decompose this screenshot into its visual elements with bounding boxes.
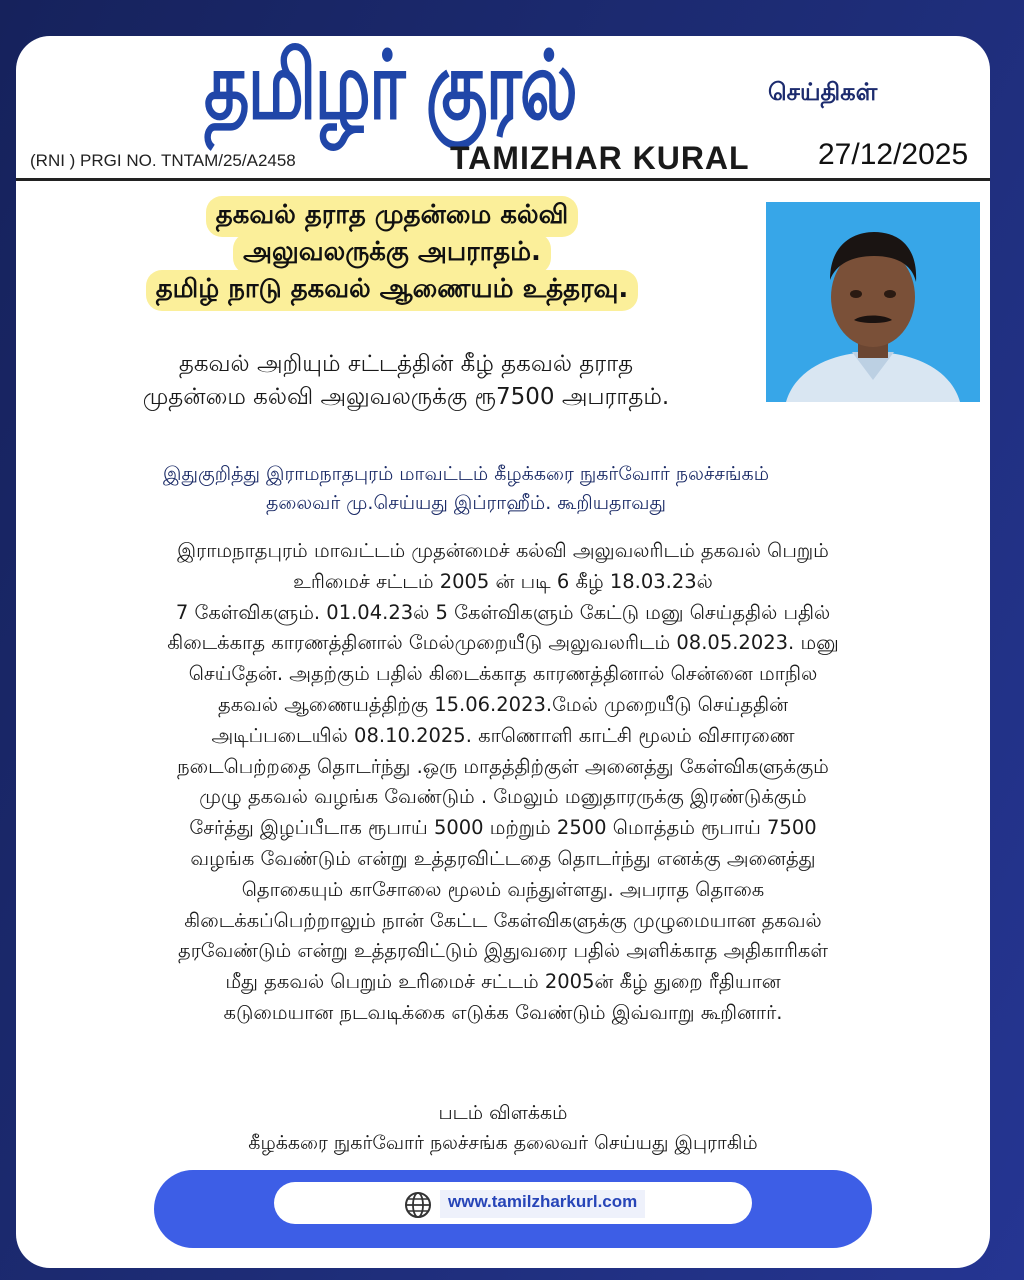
logo-title-english: TAMIZHAR KURAL (450, 140, 750, 176)
news-card (16, 36, 990, 1268)
masthead-divider (16, 178, 990, 181)
lead-paragraph (26, 460, 906, 519)
photo-caption (30, 1098, 976, 1159)
globe-icon (404, 1191, 432, 1219)
caption-label: படம் விளக்கம் (438, 1102, 568, 1124)
website-link[interactable]: www.tamilzharkurl.com (440, 1190, 645, 1218)
body-line: 7 கேள்விகளும். 01.04.23ல் 5 கேள்விகளும் கேட்டு மனு செய்ததில் பதில் (175, 600, 831, 624)
caption-text: கீழக்கரை நுகர்வோர் நலச்சங்க தலைவர் செய்யது இபுராகிம் (248, 1132, 758, 1155)
lead-line: தலைவர் மு.செய்யது இப்ராஹீம். கூறியதாவது (266, 492, 666, 515)
body-line: முழு தகவல் வழங்க வேண்டும் . மேலும் மனுதாரருக்கு இரண்டுக்கும் (199, 785, 807, 809)
logo-subtitle: செய்திகள் (768, 78, 878, 106)
body-line: தொகையும் காசோலை மூலம் வந்துள்ளது. அபராத தொகை (241, 877, 765, 901)
headline-line: தகவல் தராத முதன்மை கல்வி (206, 196, 578, 237)
body-line: தரவேண்டும் என்று உத்தரவிட்டும் இதுவரை பதில் அளிக்காத அதிகாரிகள் (178, 939, 828, 963)
headline-line: தமிழ் நாடு தகவல் ஆணையம் உத்தரவு. (146, 270, 639, 311)
body-line: வழங்க வேண்டும் என்று உத்தரவிட்டதை தொடர்ந்து எனக்கு அனைத்து (190, 846, 816, 870)
body-line: கடுமையான நடவடிக்கை எடுக்க வேண்டும் இவ்வாறு கூறினார். (223, 1000, 783, 1024)
body-line: மீது தகவல் பெறும் உரிமைச் சட்டம் 2005ன் கீழ் துறை ரீதியான (225, 970, 781, 994)
body-line: சேர்த்து இழப்பீடாக ரூபாய் 5000 மற்றும் 2500 மொத்தம் ரூபாய் 7500 (189, 816, 817, 840)
masthead (16, 36, 990, 176)
person-photo (766, 202, 980, 402)
lead-line: இதுகுறித்து இராமநாதபுரம் மாவட்டம் கீழக்கரை நுகர்வோர் நலச்சங்கம் (163, 463, 769, 485)
headline-line: அலுவலருக்கு அபராதம். (233, 233, 551, 274)
body-line: கிடைக்கப்பெற்றாலும் நான் கேட்ட கேள்விகளுக்கு முழுமையான தகவல் (184, 908, 822, 932)
logo-title-tamil: தமிழர் குரல் (204, 36, 576, 141)
body-line: உரிமைச் சட்டம் 2005 ன் படி 6 கீழ் 18.03.23ல் (293, 569, 713, 593)
registration-number: (RNI ) PRGI NO. TNTAM/25/A2458 (30, 151, 296, 170)
person-photo-illustration (766, 202, 980, 402)
publish-date: 27/12/2025 (818, 138, 969, 171)
headline (32, 196, 752, 311)
summary-line: தகவல் அறியும் சட்டத்தின் கீழ் தகவல் தராத (178, 351, 634, 377)
body-line: அடிப்படையில் 08.10.2025. காணொளி காட்சி மூலம் விசாரணை (211, 723, 795, 747)
summary (46, 348, 766, 415)
body-line: கிடைக்காத காரணத்தினால் மேல்முறையீடு அலுவலரிடம் 08.05.2023. மனு (167, 631, 839, 655)
summary-line: முதன்மை கல்வி அலுவலருக்கு ரூ7500 அபராதம். (142, 384, 670, 411)
article-body (30, 536, 976, 1029)
body-line: தகவல் ஆணையத்திற்கு 15.06.2023.மேல் முறையீடு செய்ததின் (218, 692, 788, 716)
footer-bar (154, 1170, 872, 1248)
body-line: இராமநாதபுரம் மாவட்டம் முதன்மைச் கல்வி அலுவலரிடம் தகவல் பெறும் (177, 539, 829, 562)
body-line: நடைபெற்றதை தொடர்ந்து .ஒரு மாதத்திற்குள் அனைத்து கேள்விகளுக்கும் (177, 754, 829, 778)
body-line: செய்தேன். அதற்கும் பதில் கிடைக்காத காரணத்தினால் சென்னை மாநில (188, 662, 818, 686)
